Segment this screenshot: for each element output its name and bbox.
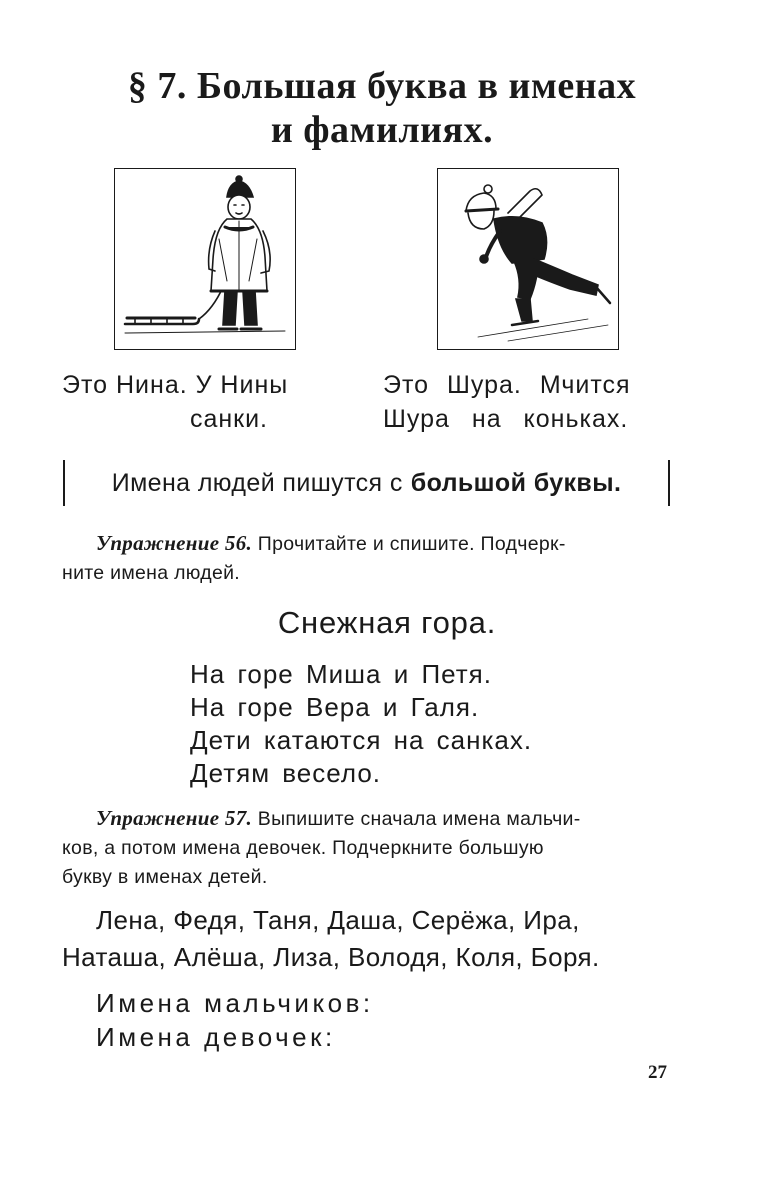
poem-line: На горе Вера и Галя. [190,692,480,722]
exercise-57 [62,804,674,892]
rule-bold-text: большой буквы. [410,468,622,497]
caption-shura-line1: Это Шура. Мчится [383,371,631,399]
names-line2: Наташа, Алёша, Лиза, Володя, Коля, Боря. [62,942,600,972]
caption-nina-line2: санки. [189,405,268,433]
exercise-57-line3: букву в именах детей. [62,866,268,888]
rule-box [63,460,670,506]
exercise-57-line2: ков, а потом имена девочек. Подчеркните большую [62,837,544,859]
caption-shura [383,368,673,436]
caption-nina [62,368,346,436]
exercise-57-text1: Выпишите сначала имена мальчи- [257,808,581,830]
section-title-line2: и фамилиях. [270,109,494,151]
names-line1: Лена, Федя, Таня, Даша, Серёжа, Ира, [96,905,580,935]
answer-lines [96,986,374,1054]
poem [190,658,532,790]
exercise-56-label: Упражнение 56. [96,531,253,555]
exercise-57-label: Упражнение 57. [96,806,253,830]
poem-line: Детям весело. [190,758,382,788]
caption-shura-line2: Шура на коньках. [383,405,629,433]
exercise-56 [62,529,674,588]
exercise-57-line1 [62,804,674,834]
poem-line: На горе Миша и Петя. [190,659,492,689]
exercise-56-text1: Прочитайте и спишите. Подчерк- [257,533,566,555]
rule-text: Имена людей пишутся с [111,468,403,497]
girl-with-sled-drawing [115,169,295,349]
girl-with-sled-illustration [114,168,296,350]
poem-title: Снежная гора. [277,605,497,640]
page-number: 27 [648,1062,667,1083]
girls-names-label: Имена девочек: [96,1022,336,1052]
caption-nina-line1: Это Нина. У Нины [62,371,289,399]
boy-skating-illustration [437,168,619,350]
poem-line: Дети катаются на санках. [190,725,533,755]
exercise-56-line1 [62,529,674,559]
section-title [0,64,764,152]
names-list [62,902,674,976]
exercise-56-line2: ните имена людей. [62,562,241,584]
section-title-line1: § 7. Большая буква в именах [127,65,637,107]
boy-skating-drawing [438,169,618,349]
boys-names-label: Имена мальчиков: [96,988,374,1018]
